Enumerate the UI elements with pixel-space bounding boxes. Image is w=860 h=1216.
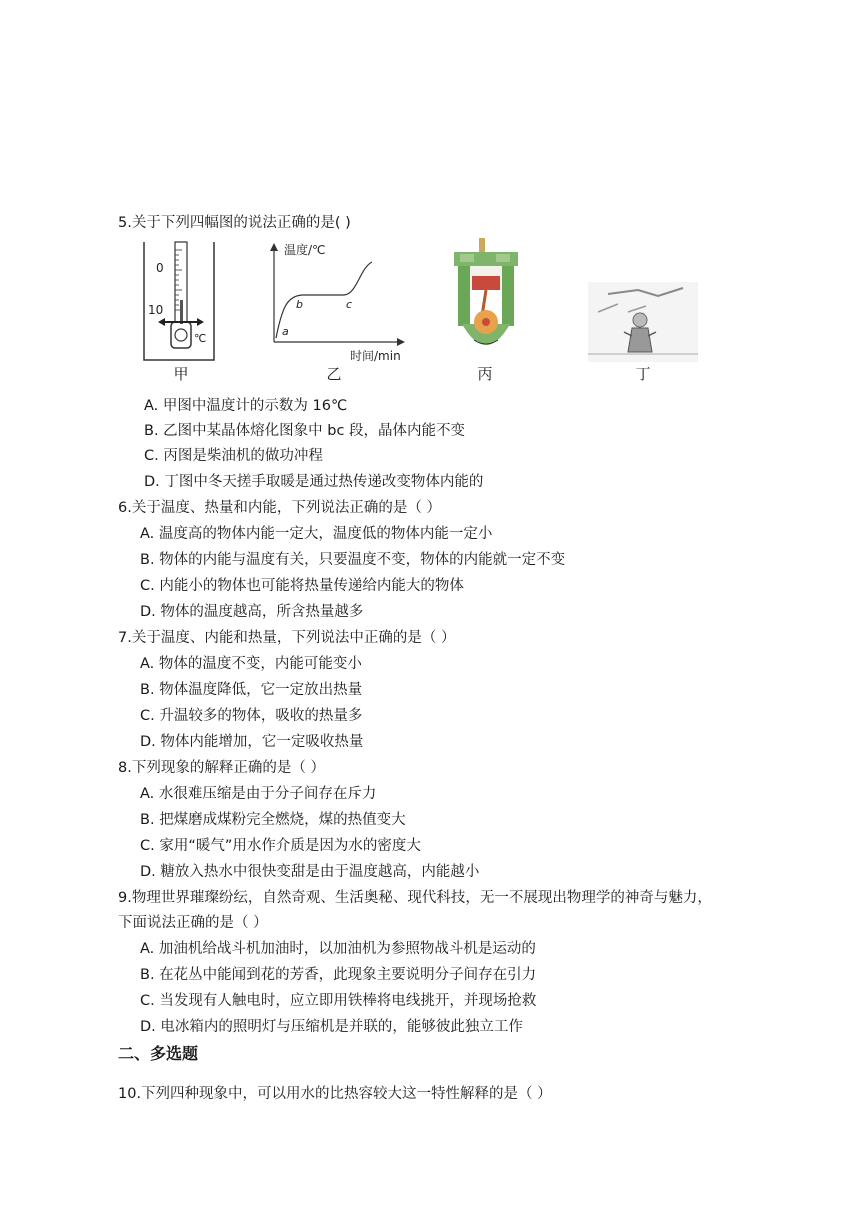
engine-diagram xyxy=(448,236,528,361)
question-10-stem: 10.下列四种现象中，可以用水的比热容较大这一特性解释的是（ ） xyxy=(118,1086,552,1102)
question-7-option-d: D. 物体内能增加，它一定吸收热量 xyxy=(140,734,364,750)
figure-thermometer xyxy=(140,238,220,363)
question-7-option-a: A. 物体的温度不变，内能可能变小 xyxy=(140,656,362,672)
figure-engine xyxy=(448,236,528,361)
question-8-option-c: C. 家用“暖气”用水作介质是因为水的密度大 xyxy=(140,838,421,854)
question-8-stem: 8.下列现象的解释正确的是（ ） xyxy=(118,760,325,776)
question-6-option-c: C. 内能小的物体也可能将热量传递给内能大的物体 xyxy=(140,578,464,594)
rubbing-hands-picture xyxy=(588,282,698,362)
thermometer-diagram xyxy=(140,238,220,363)
question-8-option-b: B. 把煤磨成煤粉完全燃烧，煤的热值变大 xyxy=(140,812,406,828)
figure-rubbing-hands xyxy=(588,282,698,362)
graph-x-axis-label: 时间/min xyxy=(350,349,401,363)
melting-graph-diagram xyxy=(262,238,412,363)
question-6-option-b: B. 物体的内能与温度有关，只要温度不变，物体的内能就一定不变 xyxy=(140,552,566,568)
figure-melting-graph xyxy=(262,238,412,363)
graph-point-b: b xyxy=(296,298,303,311)
question-5-option-b: B. 乙图中某晶体熔化图象中 bc 段，晶体内能不变 xyxy=(144,423,466,439)
question-9-option-d: D. 电冰箱内的照明灯与压缩机是并联的，能够彼此独立工作 xyxy=(140,1019,523,1035)
question-7-stem: 7.关于温度、内能和热量，下列说法中正确的是（ ） xyxy=(118,630,456,646)
section-multiple-choice-title: 二、多选题 xyxy=(118,1044,199,1063)
question-5-option-c: C. 丙图是柴油机的做功冲程 xyxy=(144,448,323,464)
question-8-option-a: A. 水很难压缩是由于分子间存在斥力 xyxy=(140,786,377,802)
graph-point-c: c xyxy=(346,298,353,311)
question-6-option-a: A. 温度高的物体内能一定大，温度低的物体内能一定小 xyxy=(140,526,493,542)
thermometer-unit: ℃ xyxy=(194,332,207,345)
question-8-option-d: D. 糖放入热水中很快变甜是由于温度越高，内能越小 xyxy=(140,864,480,880)
graph-y-axis-label: 温度/℃ xyxy=(284,243,326,257)
question-9-stem-line-2: 下面说法正确的是（ ） xyxy=(118,915,268,931)
graph-point-a: a xyxy=(282,325,289,338)
question-7-option-b: B. 物体温度降低，它一定放出热量 xyxy=(140,682,363,698)
thermometer-tick-0: 0 xyxy=(156,261,164,275)
caption-jia: 甲 xyxy=(173,365,189,383)
question-9-option-b: B. 在花丛中能闻到花的芳香，此现象主要说明分子间存在引力 xyxy=(140,967,537,983)
question-9-stem-line-1: 9.物理世界璀璨纷纭，自然奇观、生活奥秘、现代科技，无一不展现出物理学的神奇与魅力， xyxy=(118,890,712,906)
question-5-stem: 5.关于下列四幅图的说法正确的是( ) xyxy=(118,215,351,231)
question-5-option-a: A. 甲图中温度计的示数为 16℃ xyxy=(144,398,348,414)
question-6-stem: 6.关于温度、热量和内能，下列说法正确的是（ ） xyxy=(118,500,441,516)
thermometer-tick-10: 10 xyxy=(148,303,164,317)
question-7-option-c: C. 升温较多的物体，吸收的热量多 xyxy=(140,708,363,724)
question-5-option-d: D. 丁图中冬天搓手取暖是通过热传递改变物体内能的 xyxy=(144,474,484,490)
caption-yi: 乙 xyxy=(326,365,342,383)
caption-ding: 丁 xyxy=(635,365,651,383)
caption-bing: 丙 xyxy=(477,365,493,383)
question-9-option-c: C. 当发现有人触电时，应立即用铁棒将电线挑开，并现场抢救 xyxy=(140,993,537,1009)
question-9-option-a: A. 加油机给战斗机加油时，以加油机为参照物战斗机是运动的 xyxy=(140,941,536,957)
question-6-option-d: D. 物体的温度越高，所含热量越多 xyxy=(140,604,364,620)
